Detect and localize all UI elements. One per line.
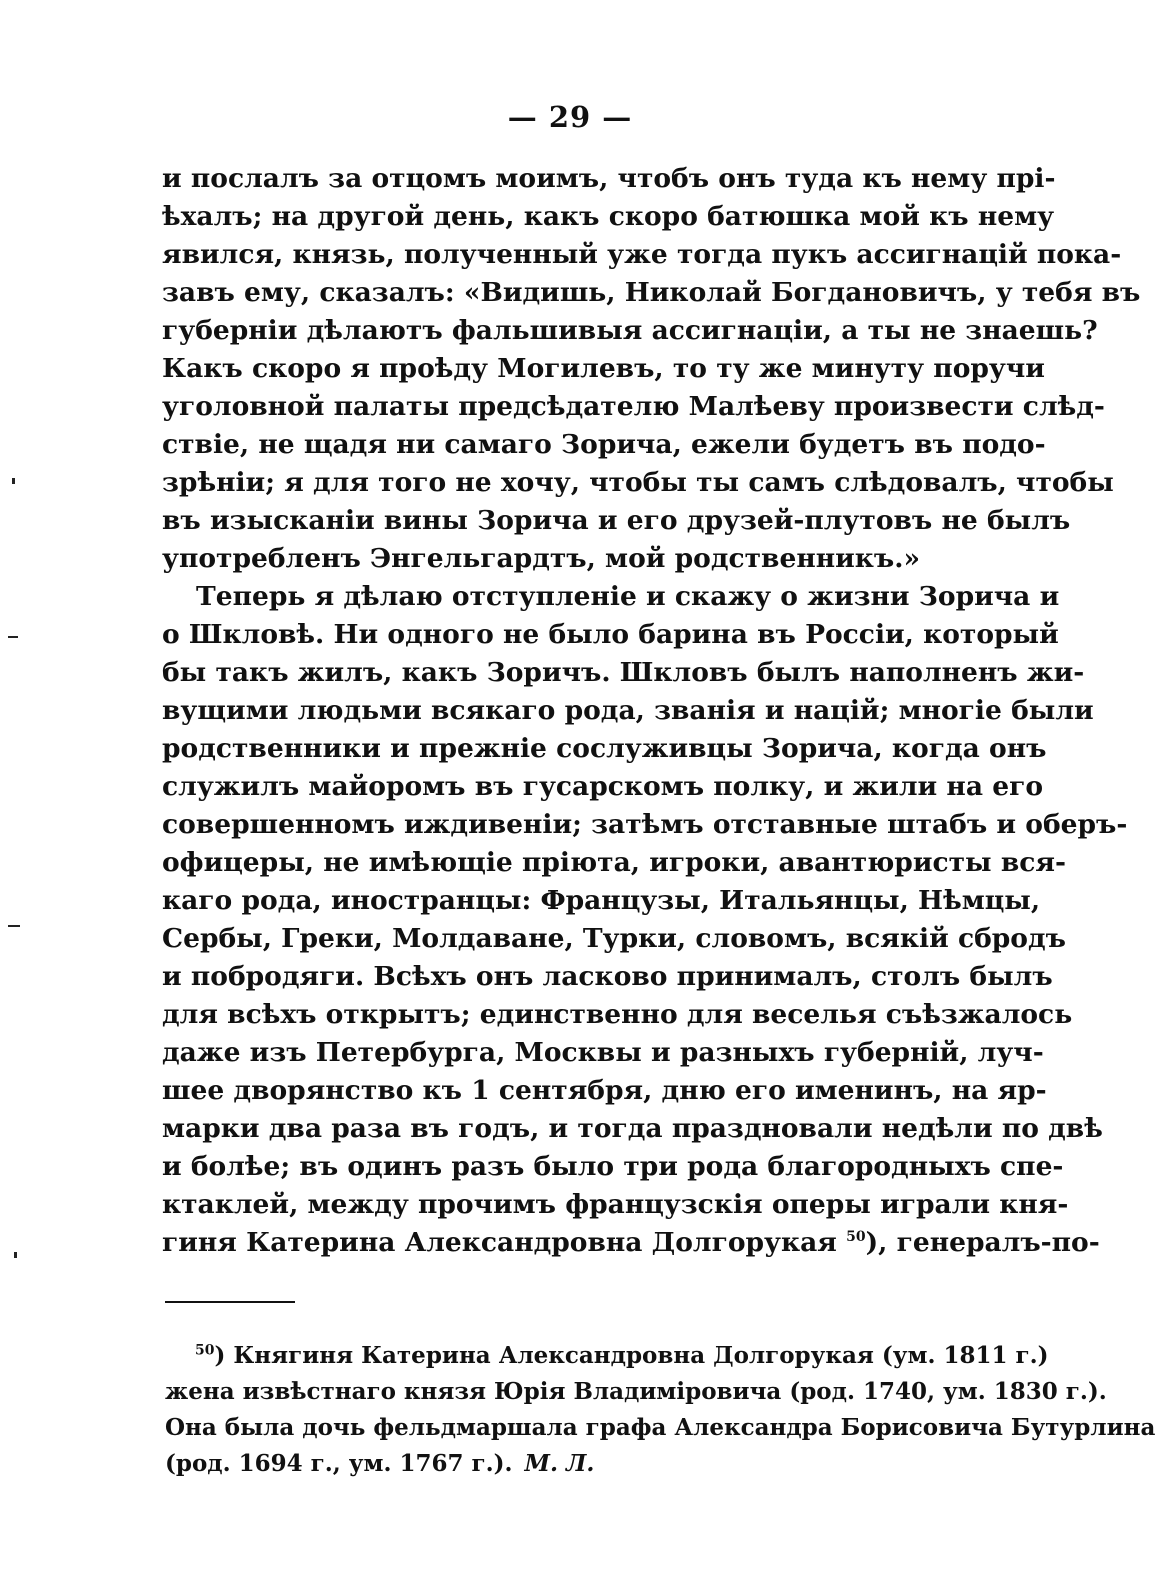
text-line: въ изысканіи вины Зорича и его друзей-плутовъ не былъ xyxy=(162,505,1071,536)
text-line: явился, князь, полученный уже тогда пукъ ассигнацій пока- xyxy=(162,239,1122,270)
text-line: совершенномъ иждивеніи; затѣмъ отставные штабъ и оберъ- xyxy=(162,809,1128,840)
footnote-text: (род. 1694 г., ум. 1767 г.). xyxy=(165,1450,513,1477)
footnote-line xyxy=(165,1338,1049,1374)
text-line: употребленъ Энгельгардтъ, мой родственникъ.» xyxy=(162,543,921,574)
text-line: родственники и прежніе сослуживцы Зорича, когда онъ xyxy=(162,733,1047,764)
text-line: для всѣхъ открытъ; единственно для веселья съѣзжалось xyxy=(162,999,1073,1030)
text-line: губерніи дѣлаютъ фальшивыя ассигнаціи, а ты не знаешь? xyxy=(162,315,1098,346)
paragraph-start-line: Теперь я дѣлаю отступленіе и скажу о жизни Зорича и xyxy=(196,581,1060,612)
footnote-signature: М. Л. xyxy=(524,1450,595,1477)
text-line: служилъ майоромъ въ гусарскомъ полку, и жили на его xyxy=(162,771,1043,802)
text-line: ѣхалъ; на другой день, какъ скоро батюшка мой къ нему xyxy=(162,201,1055,232)
footnote-line xyxy=(165,1446,950,1482)
text-line: ствіе, не щадя ни самаго Зорича, ежели будетъ въ подо- xyxy=(162,429,1046,460)
text-line: о Шкловѣ. Ни одного не было барина въ Россіи, который xyxy=(162,619,1059,650)
scan-speck xyxy=(12,478,15,484)
scan-speck xyxy=(14,1252,17,1258)
footnote-line: Она была дочь фельдмаршала графа Александра Борисовича Бутурлина xyxy=(165,1414,1155,1441)
footnote-text: ) Княгиня Катерина Александровна Долгорукая (ум. 1811 г.) xyxy=(214,1342,1049,1369)
text-line: завъ ему, сказалъ: «Видишь, Николай Богдановичъ, у тебя въ xyxy=(162,277,1141,308)
scan-speck xyxy=(8,636,18,638)
text-line: каго рода, иностранцы: Французы, Итальянцы, Нѣмцы, xyxy=(162,885,1041,916)
text-line: Сербы, Греки, Молдаване, Турки, словомъ, всякій сбродъ xyxy=(162,923,1066,954)
text-line: вущими людьми всякаго рода, званія и націй; многіе были xyxy=(162,695,1094,726)
text-line: Какъ скоро я проѣду Могилевъ, то ту же минуту поручи xyxy=(162,353,1045,384)
text-line: бы такъ жилъ, какъ Зоричъ. Шкловъ былъ наполненъ жи- xyxy=(162,657,1085,688)
scan-speck xyxy=(8,925,20,927)
footnote-line: жена извѣстнаго князя Юрія Владиміровича (род. 1740, ум. 1830 г.). xyxy=(165,1378,1107,1405)
text-line-part: гиня Катерина Александровна Долгорукая xyxy=(162,1227,837,1258)
text-line: шее дворянство къ 1 сентября, дню его именинъ, на яр- xyxy=(162,1075,1047,1106)
text-line: и болѣе; въ одинъ разъ было три рода благородныхъ спе- xyxy=(162,1151,1064,1182)
page-number: — 29 — xyxy=(507,100,633,134)
footnote-marker: 50 xyxy=(195,1342,215,1359)
text-line: и послалъ за отцомъ моимъ, чтобъ онъ туда къ нему прі- xyxy=(162,163,1056,194)
text-line: уголовной палаты предсѣдателю Малѣеву произвести слѣд- xyxy=(162,391,1105,422)
main-text xyxy=(162,160,1141,1262)
footnote-separator xyxy=(165,1301,295,1303)
footnote-reference[interactable]: 50 xyxy=(846,1229,866,1246)
text-line: зрѣніи; я для того не хочу, чтобы ты самъ слѣдовалъ, чтобы xyxy=(162,467,1114,498)
footnote xyxy=(165,1338,1155,1482)
text-line-with-footnote-ref xyxy=(162,1224,1100,1262)
text-line: марки два раза въ годъ, и тогда праздновали недѣли по двѣ xyxy=(162,1113,1103,1144)
text-line: офицеры, не имѣющіе пріюта, игроки, авантюристы вся- xyxy=(162,847,1066,878)
text-line: ктаклей, между прочимъ французскія оперы играли кня- xyxy=(162,1189,1069,1220)
text-line: даже изъ Петербурга, Москвы и разныхъ губерній, луч- xyxy=(162,1037,1044,1068)
text-line: и побродяги. Всѣхъ онъ ласково принималъ, столъ былъ xyxy=(162,961,1053,992)
text-line-part: ), генералъ-по- xyxy=(865,1227,1100,1258)
